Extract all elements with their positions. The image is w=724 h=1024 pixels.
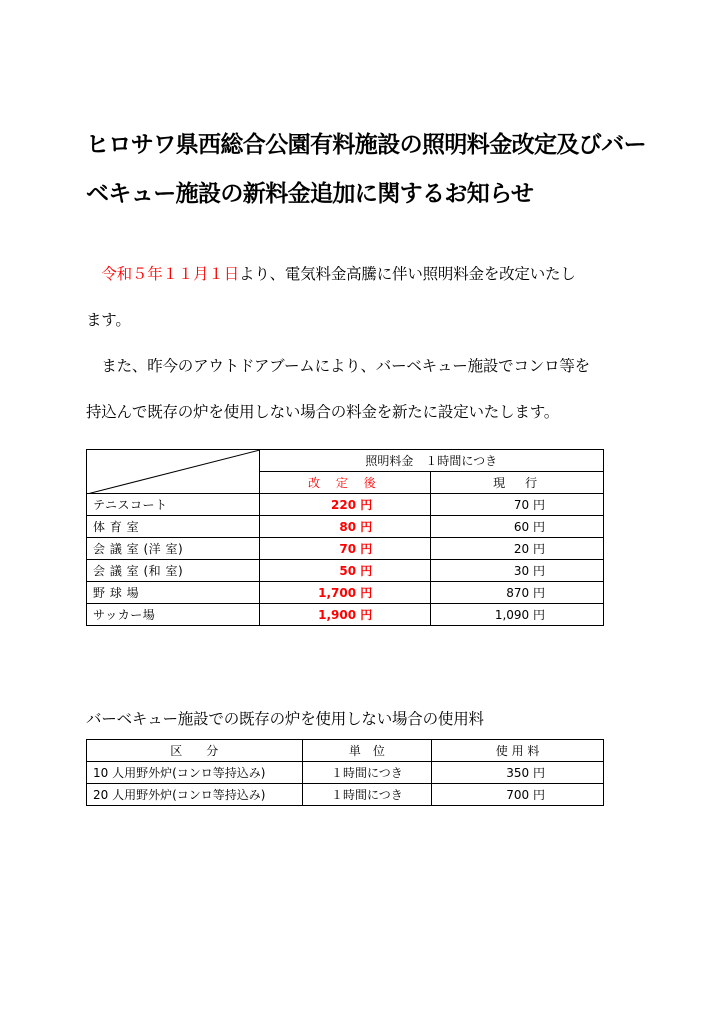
indent [86, 265, 101, 283]
lighting-group-header: 照明料金 １時間につき [259, 450, 604, 472]
facility-name: 会 議 室 (和 室) [87, 560, 260, 582]
title-line-2: ベキュー施設の新料金追加に関するお知らせ [86, 181, 534, 207]
header-revised: 改 定 後 [259, 472, 431, 494]
current-fee: 20 円 [431, 538, 604, 560]
bbq-section-heading: バーベキュー施設での既存の炉を使用しない場合の使用料 [86, 710, 484, 728]
header-current: 現 行 [431, 472, 604, 494]
effective-date: 令和５年１１月１日 [101, 265, 240, 283]
paragraph-2-line-2: 持込んで既存の炉を使用しない場合の料金を新たに設定いたします。 [86, 403, 560, 421]
bbq-fee: 350 円 [432, 762, 604, 784]
diagonal-line [87, 450, 260, 494]
facility-name: 会 議 室 (洋 室) [87, 538, 260, 560]
facility-name: 野 球 場 [87, 582, 260, 604]
lighting-fee-table [86, 449, 604, 626]
bbq-category: 20 人用野外炉(コンロ等持込み) [87, 784, 303, 806]
current-fee: 30 円 [431, 560, 604, 582]
page-title [86, 121, 646, 219]
table-row [87, 538, 604, 560]
bbq-category: 10 人用野外炉(コンロ等持込み) [87, 762, 303, 784]
revised-fee: 220 円 [259, 494, 431, 516]
paragraph-rate-revision [86, 251, 646, 343]
table-row [87, 604, 604, 626]
table-row [87, 762, 604, 784]
revised-fee: 80 円 [259, 516, 431, 538]
table-row [87, 560, 604, 582]
bbq-unit: １時間につき [302, 784, 432, 806]
current-fee: 1,090 円 [431, 604, 604, 626]
table-row [87, 784, 604, 806]
bbq-fee: 700 円 [432, 784, 604, 806]
current-fee: 870 円 [431, 582, 604, 604]
paragraph-1-text-end: ます。 [86, 311, 131, 329]
bbq-unit: １時間につき [302, 762, 432, 784]
table-row [87, 582, 604, 604]
revised-fee: 70 円 [259, 538, 431, 560]
paragraph-2-line-1: また、昨今のアウトドアブームにより、バーベキュー施設でコンロ等を [86, 357, 590, 375]
header-category: 区 分 [87, 740, 303, 762]
facility-name: テニスコート [87, 494, 260, 516]
header-fee: 使 用 料 [432, 740, 604, 762]
title-line-1: ヒロサワ県西総合公園有料施設の照明料金改定及びバー [86, 132, 647, 158]
table-row [87, 494, 604, 516]
revised-fee: 1,700 円 [259, 582, 431, 604]
revised-fee: 50 円 [259, 560, 431, 582]
paragraph-bbq-fee [86, 343, 646, 435]
current-fee: 60 円 [431, 516, 604, 538]
bbq-fee-table [86, 739, 604, 806]
facility-name: サッカー場 [87, 604, 260, 626]
facility-name: 体 育 室 [87, 516, 260, 538]
paragraph-1-text: より、電気料金高騰に伴い照明料金を改定いたし [239, 265, 576, 283]
table-corner-cell [87, 450, 260, 494]
revised-fee: 1,900 円 [259, 604, 431, 626]
header-unit: 単 位 [302, 740, 432, 762]
current-fee: 70 円 [431, 494, 604, 516]
table-row [87, 516, 604, 538]
